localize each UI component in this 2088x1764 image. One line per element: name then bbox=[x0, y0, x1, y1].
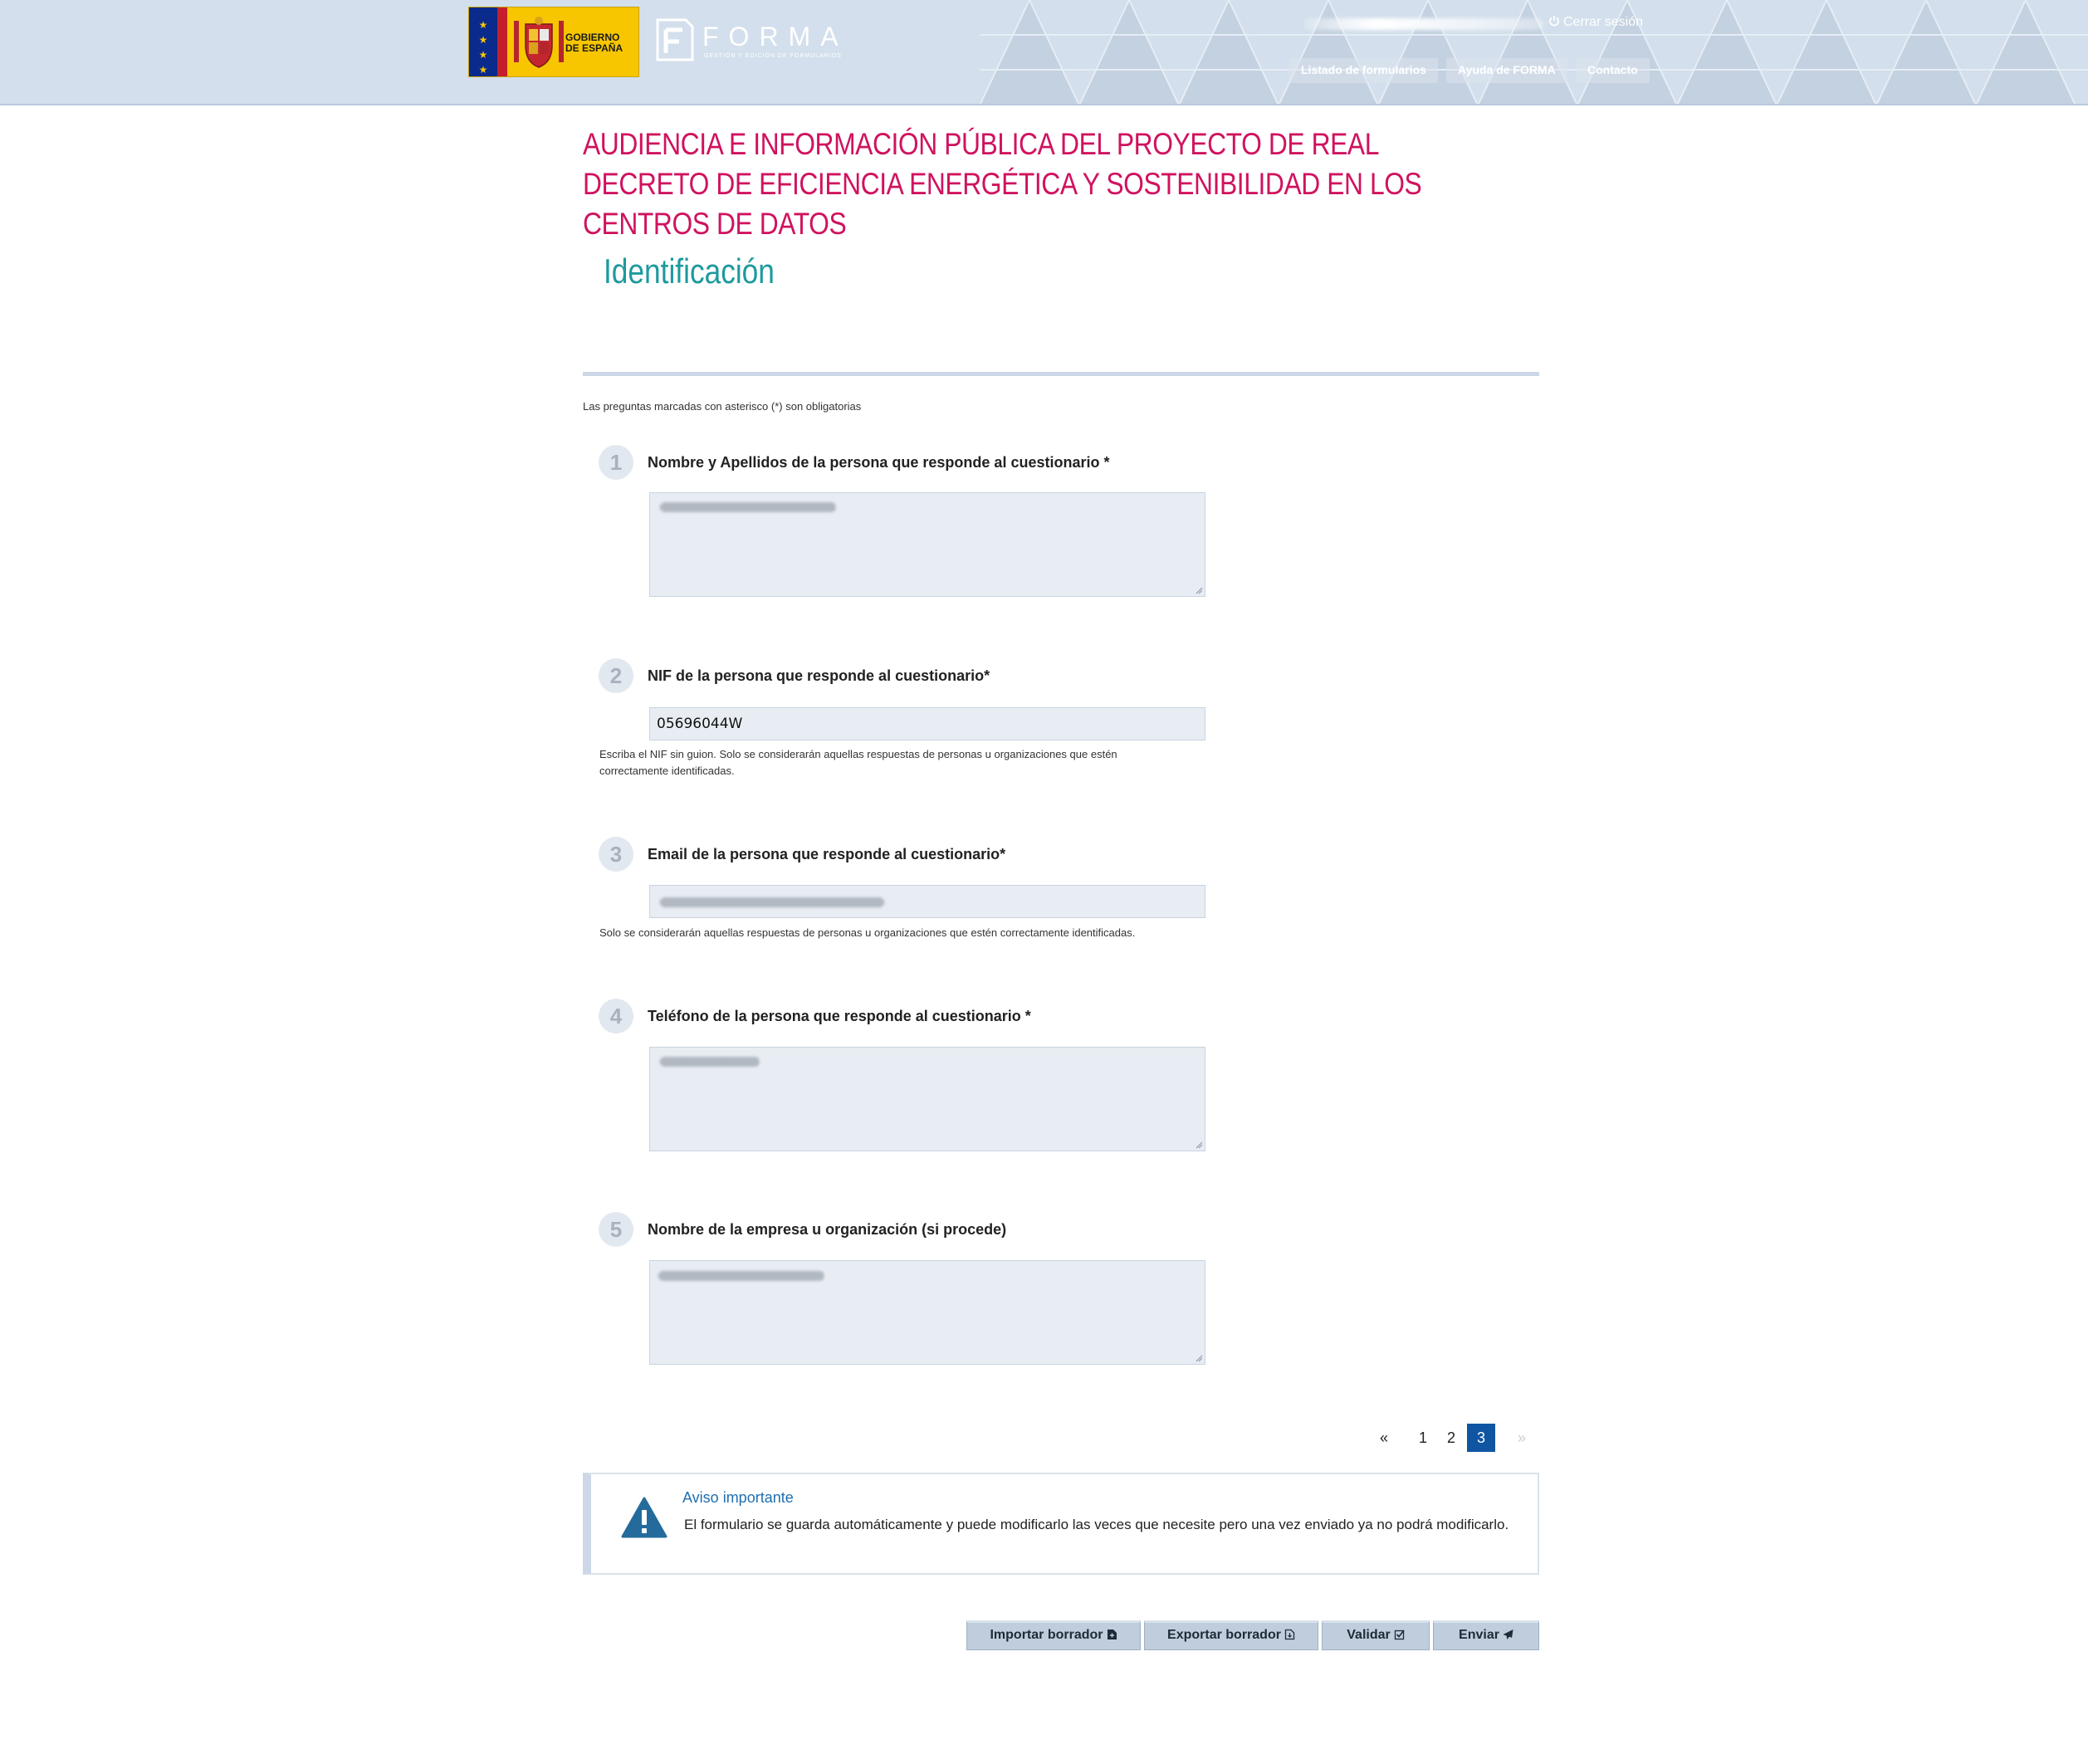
nif-help-text: Escriba el NIF sin guion. Solo se considerarán aquellas respuestas de personas u organizaciones que estén correctamente identificadas. bbox=[599, 748, 1117, 777]
redacted-value bbox=[660, 502, 836, 512]
forma-logo-subtitle: GESTIÓN Y EDICIÓN DE FORMULARIOS bbox=[704, 53, 842, 59]
importar-borrador-button[interactable] bbox=[966, 1620, 1141, 1650]
nombre-apellidos-textarea[interactable] bbox=[649, 492, 1205, 597]
file-export-icon bbox=[1284, 1629, 1295, 1640]
email-help-text: Solo se considerarán aquellas respuestas de personas u organizaciones que estén correctamente identificadas. bbox=[599, 926, 1136, 939]
pagination-prev[interactable]: « bbox=[1379, 1429, 1388, 1446]
question-number-2: 2 bbox=[599, 658, 633, 693]
question-number-4: 4 bbox=[599, 999, 633, 1033]
flag-red-band bbox=[497, 7, 507, 77]
redacted-value bbox=[660, 1057, 760, 1067]
mandatory-note: Las preguntas marcadas con asterisco (*) son obligatorias bbox=[583, 400, 862, 413]
forma-mark-icon bbox=[653, 17, 696, 63]
forma-logo-word: FORMA bbox=[702, 22, 848, 51]
important-notice bbox=[583, 1473, 1539, 1575]
section-divider bbox=[583, 372, 1539, 376]
enviar-label: Enviar bbox=[1459, 1628, 1499, 1642]
check-square-icon bbox=[1394, 1629, 1405, 1640]
pagination-next: » bbox=[1517, 1429, 1526, 1446]
nif-input[interactable]: 05696044W bbox=[649, 707, 1205, 740]
paper-plane-icon bbox=[1503, 1629, 1513, 1640]
top-header bbox=[0, 0, 2088, 105]
importar-borrador-label: Importar borrador bbox=[990, 1628, 1103, 1642]
exportar-borrador-button[interactable] bbox=[1144, 1620, 1318, 1650]
validar-label: Validar bbox=[1347, 1628, 1391, 1642]
logout-link[interactable] bbox=[1548, 15, 1643, 30]
question-label-1: Nombre y Apellidos de la persona que responde al cuestionario * bbox=[648, 454, 1110, 471]
exportar-borrador-label: Exportar borrador bbox=[1167, 1628, 1281, 1642]
pagination-page-2[interactable]: 2 bbox=[1446, 1429, 1455, 1446]
question-number-1: 1 bbox=[599, 445, 633, 480]
resize-grip-icon[interactable] bbox=[1195, 586, 1203, 594]
email-input[interactable] bbox=[649, 885, 1205, 918]
nav-listado-formularios[interactable]: Listado de formularios bbox=[1289, 58, 1438, 83]
validar-button[interactable] bbox=[1322, 1620, 1430, 1650]
nav-ayuda-forma[interactable]: Ayuda de FORMA bbox=[1446, 58, 1567, 83]
pagination-page-3[interactable]: 3 bbox=[1467, 1424, 1495, 1452]
question-label-5: Nombre de la empresa u organización (si procede) bbox=[648, 1221, 1007, 1238]
notice-text: El formulario se guarda automáticamente y puede modificarlo las veces que necesite pero una vez enviado ya no podrá modificarlo. bbox=[684, 1517, 1509, 1532]
page-title: AUDIENCIA E INFORMACIÓN PÚBLICA DEL PROYECTO DE REAL DECRETO DE EFICIENCIA ENERGÉTICA Y SOSTENIBILIDAD EN LOS CENTROS DE DATOS bbox=[583, 127, 1422, 241]
user-name-redacted bbox=[1303, 18, 1544, 30]
question-number-3: 3 bbox=[599, 837, 633, 872]
notice-title: Aviso importante bbox=[682, 1489, 794, 1506]
warning-icon bbox=[621, 1496, 667, 1539]
empresa-textarea[interactable] bbox=[649, 1260, 1205, 1365]
file-import-icon bbox=[1107, 1629, 1117, 1640]
question-label-4: Teléfono de la persona que responde al cuestionario * bbox=[648, 1008, 1031, 1024]
gobierno-logo-text: GOBIERNO DE ESPAÑA bbox=[565, 32, 623, 54]
gobierno-de-espana-logo[interactable] bbox=[468, 7, 639, 77]
nav-contacto[interactable]: Contacto bbox=[1576, 58, 1650, 83]
telefono-textarea[interactable] bbox=[649, 1047, 1205, 1151]
question-label-3: Email de la persona que responde al cuestionario* bbox=[648, 846, 1006, 862]
section-title: Identificación bbox=[604, 252, 775, 291]
resize-grip-icon[interactable] bbox=[1195, 1354, 1203, 1362]
redacted-value bbox=[658, 1271, 824, 1281]
forma-logo[interactable] bbox=[653, 17, 848, 68]
pagination-page-1[interactable]: 1 bbox=[1418, 1429, 1427, 1446]
redacted-value bbox=[660, 897, 884, 907]
coat-of-arms-icon bbox=[511, 16, 567, 71]
resize-grip-icon[interactable] bbox=[1195, 1141, 1203, 1149]
triangle-pattern-background bbox=[980, 0, 2088, 105]
question-label-2: NIF de la persona que responde al cuestionario* bbox=[648, 667, 990, 684]
power-icon bbox=[1548, 15, 1560, 27]
enviar-button[interactable] bbox=[1433, 1620, 1539, 1650]
eu-stars-icon: ★ ★ ★ ★ bbox=[478, 19, 488, 76]
question-number-5: 5 bbox=[599, 1212, 633, 1247]
logout-label: Cerrar sesión bbox=[1563, 15, 1644, 29]
